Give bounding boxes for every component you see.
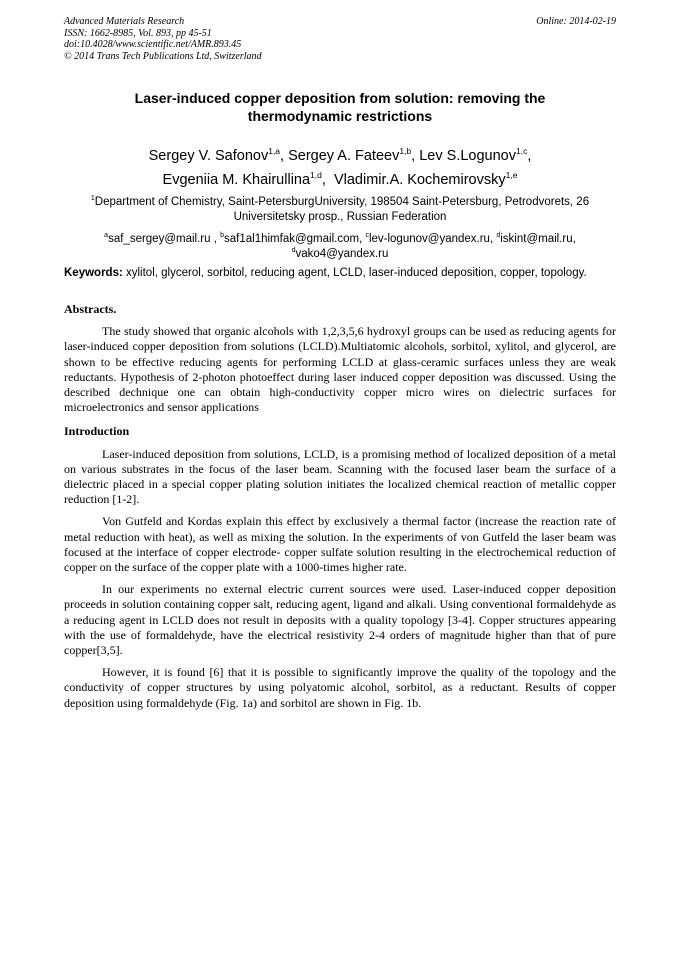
email-address: vako4@yandex.ru [295,247,389,260]
introduction-heading: Introduction [64,424,130,439]
affiliation-superscript: 1 [90,195,95,202]
email-address: iskint@mail.ru, [500,233,576,245]
affiliation [64,195,616,224]
journal-name: Advanced Materials Research [64,16,185,27]
title-line-2: thermodynamic restrictions [247,108,433,124]
affiliation-line-1: Department of Chemistry, Saint-PetersburgUniversity, 198504 Saint-Petersburg, Petrodvorets, 26 [94,196,590,208]
email-superscript: c [365,232,369,239]
author-name: Evgeniia M. Khairullina [162,172,311,188]
email-superscript: d [291,246,296,254]
email-superscript: b [220,232,225,239]
email-list [64,232,616,261]
email-superscript: d [496,232,501,239]
author-name: Sergey A. Fateev [288,148,400,164]
email-address: saf_sergey@mail.ru , [108,233,217,245]
email-address: lev-logunov@yandex.ru, [368,233,494,245]
author-superscript: 1,c [515,146,528,156]
copyright-line: © 2014 Trans Tech Publications Ltd, Switzerland [64,50,262,62]
title-line-1: Laser-induced copper deposition from solution: removing the [134,90,546,106]
author-name: Vladimir.A. Kochemirovsky [333,172,506,188]
intro-paragraph: However, it is found [6] that it is possible to significantly improve the quality of the topology and the conductivity of copper structures by using polyatomic alcohol, sorbitol, as a reductant. Results of copper deposition using formaldehyde (Fig. 1a) and sorbitol are shown in Fig. 1b. [64,665,616,710]
keywords-label: Keywords: [64,267,123,279]
author-superscript: 1,d [310,170,322,180]
keywords [64,266,616,280]
author-superscript: 1,a [268,146,281,156]
author-name: Lev S.Logunov [419,148,516,164]
affiliation-line-2: Universitetsky prosp., Russian Federation [233,210,447,223]
keywords-text: xylitol, glycerol, sorbitol, reducing agent, LCLD, laser-induced deposition, copper, topology. [126,267,587,279]
intro-paragraph: In our experiments no external electric current sources were used. Laser-induced copper deposition proceeds in solution containing copper salt, reducing agent, ligand and alkali. Using conventional formaldehyde as a reducing agent in LCLD does not result in deposits with a quality topology [3-4]. Copper structures appearing with the use of formaldehyde, have the electrical resistivity 2-4 orders of magnitude higher than that of pure copper[3,5]. [64,582,616,658]
paper-title [64,89,616,125]
email-superscript: a [104,232,109,239]
abstract-text: The study showed that organic alcohols with 1,2,3,5,6 hydroxyl groups can be used as reducing agents for laser-induced copper deposition from solutions (LCLD).Multiatomic alcohols, sorbitol, xylitol, and glycerol, are shown to be effective reducing agents for performing LCLD at glass-ceramic surfaces unless they are weak reductants. Hypothesis of 2-photon photoeffect during laser induced copper deposition was discussed. Using the described dechnique one can obtain high-conductivity copper micro wires on dielectric surfaces for microelectronics and sensor applications [64,324,616,415]
intro-paragraph: Laser-induced deposition from solutions, LCLD, is a promising method of localized deposition of a metal on various substrates in the focus of the laser beam. Scanning with the focused laser beam the surface of a dielectric placed in a special copper plating solution initiates the localized chemical reaction of metallic copper reduction [1-2]. [64,446,616,507]
author-superscript: 1,e [505,170,518,180]
paper-body [64,302,616,718]
online-date: Online: 2014-02-19 [536,16,616,27]
journal-metadata [64,16,616,62]
email-address: saf1al1himfak@gmail.com, [224,233,363,245]
author-name: Sergey V. Safonov [148,148,269,164]
issn-line: ISSN: 1662-8985, Vol. 893, pp 45-51 [64,27,212,39]
doi-line: doi:10.4028/www.scientific.net/AMR.893.45 [64,39,242,50]
abstract-heading: Abstracts. [64,302,117,316]
author-list: Sergey V. Safonov$^{1,a}$, Sergey A. Fateev$^{1,b}$, Lev S.Logunov$^{1,c}$, Evgeniia M. Khairullina$^{1,d}$, Vladimir.A. Kochemirovsky$^{1,e}$ [148,146,532,188]
intro-paragraph: Von Gutfeld and Kordas explain this effect by exclusively a thermal factor (increase the reaction rate of metal reduction with heat), as well as mixing the solution. In the experiments of von Gutfeld the laser beam was focused at the interface of copper electrode- copper sulfate solution resulting in the electrochemical reduction of copper on the surface of the copper plate with a 1000-times higher rate. [64,514,616,575]
author-superscript: 1,b [399,146,412,156]
